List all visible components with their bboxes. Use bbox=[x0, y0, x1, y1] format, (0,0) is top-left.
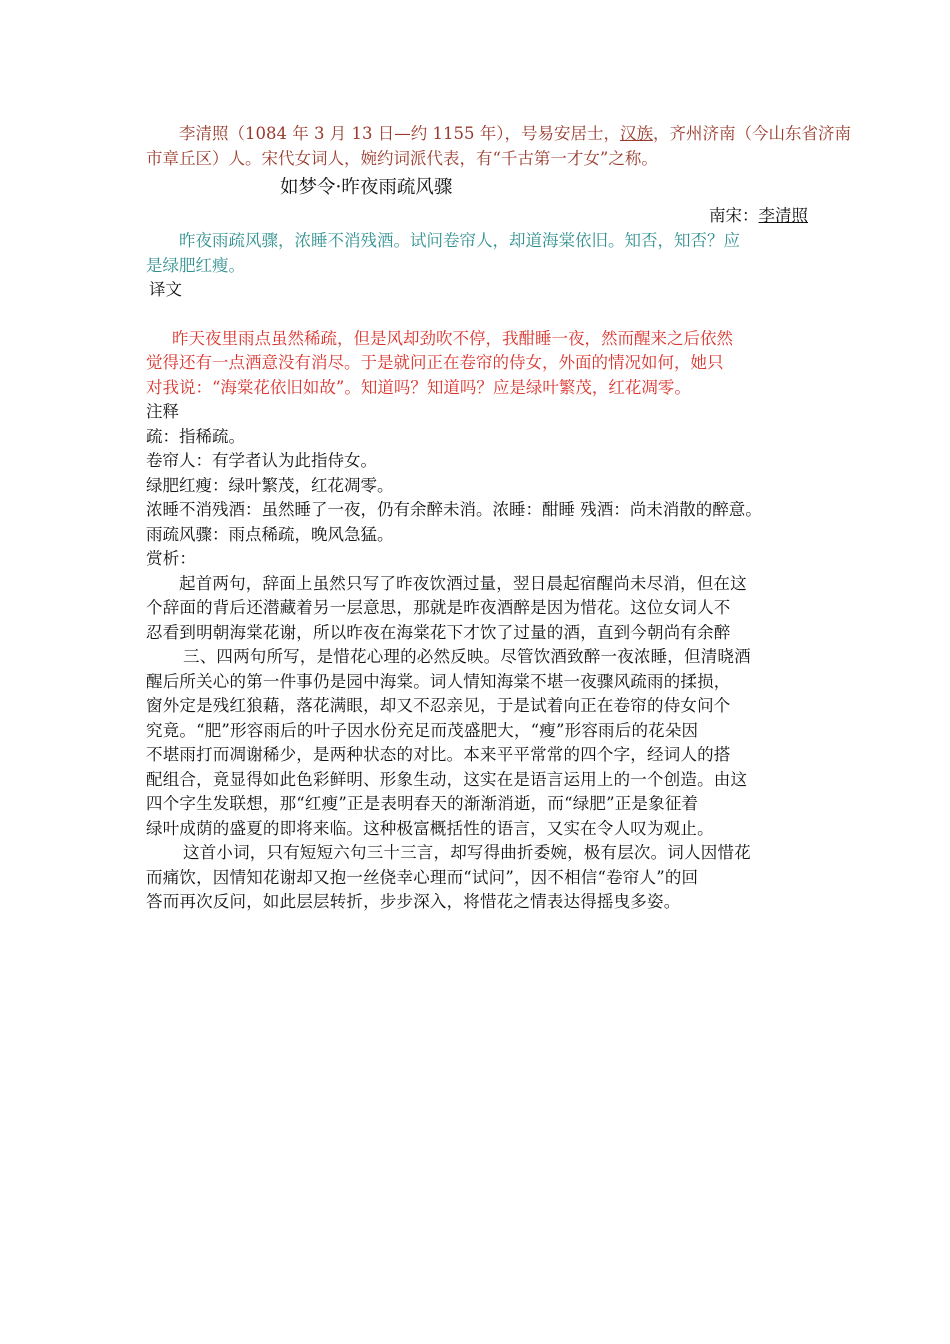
analysis-heading: 赏析： bbox=[146, 549, 197, 568]
author-bio: 李清照（1084 年 3 月 13 日—约 1155 年），号易安居士，汉族，齐州济南（今山东省济南 市章丘区）人。宋代女词人，婉约词派代表，有“千古第一才女”之称。 bbox=[146, 124, 851, 168]
author-link[interactable]: 李清照 bbox=[758, 206, 808, 225]
notes-heading: 注释 bbox=[146, 402, 179, 421]
translation-text: 昨天夜里雨点虽然稀疏，但是风却劲吹不停，我酣睡一夜，然而醒来之后依然 觉得还有一点酒意没有消尽。于是就问正在卷帘的侍女，外面的情况如何，她只 对我说：“海棠花依旧如故”。知道吗？知道吗？应是绿叶繁茂，红花凋零。 bbox=[146, 328, 733, 397]
analysis-paragraph-2: 三、四两句所写，是惜花心理的必然反映。尽管饮酒致醉一夜浓睡，但清晓酒 醒后所关心的第一件事仍是园中海棠。词人情知海棠不堪一夜骤风疏雨的揉损， 窗外定是残红狼藉，落花满眼，却又不忍亲见，于是试着向正在卷帘的侍女问个 究竟。“肥”形容雨后的叶子因水份充足而茂盛肥大，“瘦”形容雨后的花朵因 不堪雨打而凋谢稀少，是两种状态的对比。本来平平常常的四个字，经词人的搭 配组合，竟显得如此色彩鲜明、形象生动，这实在是语言运用上的一个创造。由这 四个字生发联想，那“红瘦”正是表明春天的渐渐消逝，而“绿肥”正是象征着 绿叶成荫的盛夏的即将来临。这种极富概括性的语言，又实在令人叹为观止。 bbox=[146, 647, 751, 838]
note-item: 卷帘人：有学者认为此指侍女。 bbox=[146, 451, 377, 470]
note-item: 雨疏风骤：雨点稀疏，晚风急猛。 bbox=[146, 524, 394, 544]
translation-heading: 译文 bbox=[149, 280, 182, 299]
han-ethnicity-link[interactable]: 汉族 bbox=[619, 124, 653, 143]
analysis-paragraph-3: 这首小词，只有短短六句三十三言，却写得曲折委婉，极有层次。词人因惜花 而痛饮，因情知花谢却又抱一丝侥幸心理而“试问”，因不相信“卷帘人”的回 答而再次反问，如此层层转折，步步深入，将惜花之情表达得摇曳多姿。 bbox=[146, 843, 751, 911]
poem-text: 昨夜雨疏风骤，浓睡不消残酒。试问卷帘人，却道海棠依旧。知否，知否？应 是绿肥红瘦。 bbox=[146, 231, 740, 275]
analysis-paragraph-1: 起首两句，辞面上虽然只写了昨夜饮酒过量，翌日晨起宿醒尚未尽消，但在这 个辞面的背后还潜藏着另一层意思，那就是昨夜酒醉是因为惜花。这位女词人不 忍看到明朝海棠花谢，所以昨夜在海棠花下才饮了过量的酒，直到今朝尚有余醉 bbox=[146, 573, 747, 642]
note-item: 绿肥红瘦：绿叶繁茂，红花凋零。 bbox=[146, 475, 394, 495]
note-item: 浓睡不消残酒：虽然睡了一夜，仍有余醉未消。浓睡：酣睡 残酒：尚未消散的醉意。 bbox=[146, 500, 762, 519]
analysis-section bbox=[146, 547, 818, 915]
notes-section bbox=[146, 400, 818, 547]
poem-title: 如梦令·昨夜雨疏风骤 bbox=[280, 177, 453, 198]
document-body bbox=[146, 122, 851, 915]
poem-author: 南宋：李清照 bbox=[709, 206, 808, 225]
note-item: 疏：指稀疏。 bbox=[146, 426, 245, 446]
